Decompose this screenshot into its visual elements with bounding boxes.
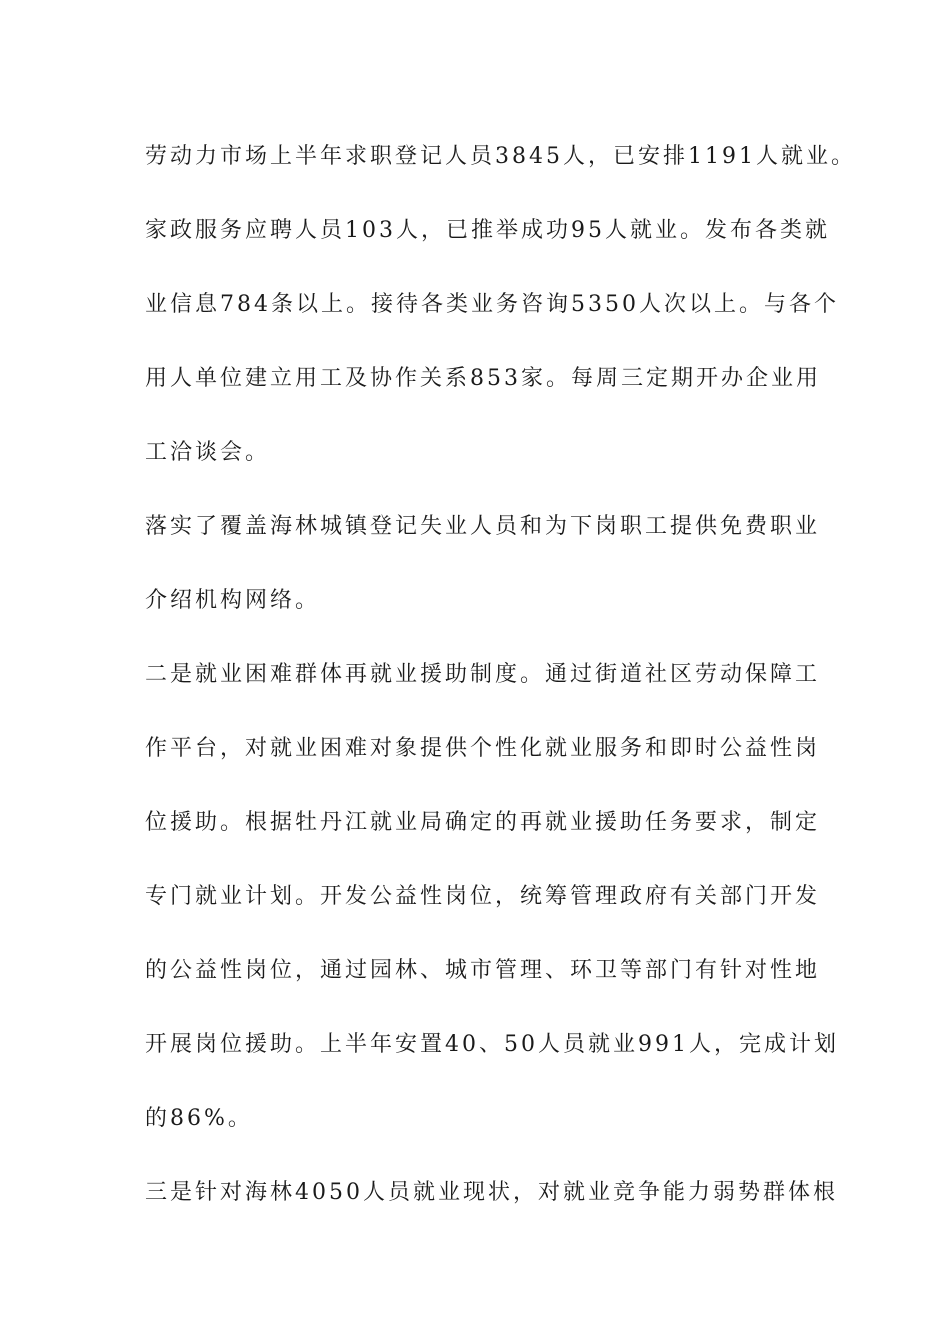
text-line: 开展岗位援助。上半年安置40、50人员就业991人，完成计划 (145, 1032, 839, 1057)
text-line: 位援助。根据牡丹江就业局确定的再就业援助任务要求，制定 (145, 810, 821, 835)
text-line: 作平台，对就业困难对象提供个性化就业服务和即时公益性岗 (145, 736, 821, 761)
text-line: 的公益性岗位，通过园林、城市管理、环卫等部门有针对性地 (145, 958, 821, 983)
document-body (145, 132, 856, 1242)
text-line: 用人单位建立用工及协作关系853家。每周三定期开办企业用 (145, 366, 821, 391)
text-line: 的86%。 (145, 1106, 253, 1131)
text-line: 三是针对海林4050人员就业现状，对就业竞争能力弱势群体根 (145, 1180, 838, 1205)
text-line: 专门就业计划。开发公益性岗位，统筹管理政府有关部门开发 (145, 884, 821, 909)
text-line: 落实了覆盖海林城镇登记失业人员和为下岗职工提供免费职业 (145, 514, 821, 539)
text-line: 家政服务应聘人员103人，已推举成功95人就业。发布各类就 (145, 218, 830, 243)
text-line: 工洽谈会。 (145, 440, 271, 465)
text-line: 劳动力市场上半年求职登记人员3845人，已安排1191人就业。 (145, 144, 856, 169)
text-line: 业信息784条以上。接待各类业务咨询5350人次以上。与各个 (145, 292, 839, 317)
text-line: 介绍机构网络。 (145, 588, 321, 613)
text-line: 二是就业困难群体再就业援助制度。通过街道社区劳动保障工 (145, 662, 821, 687)
